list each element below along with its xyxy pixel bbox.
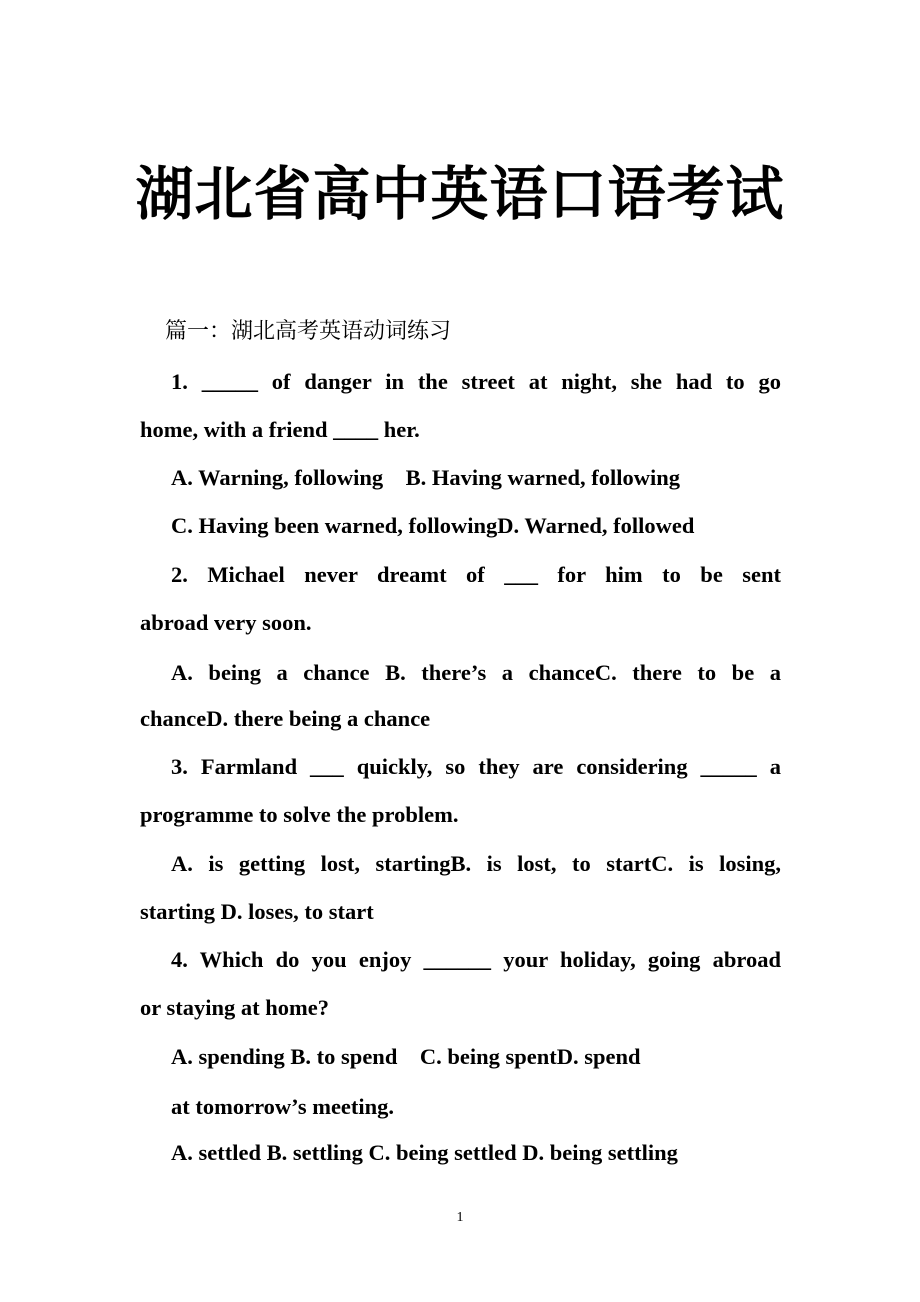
- question-3-line-2: programme to solve the problem.: [140, 802, 459, 827]
- question-3-options-line-1: A. is getting lost, startingB. is lost, to startC. is losing,: [171, 851, 781, 876]
- question-2-options-line-2: chanceD. there being a chance: [140, 706, 431, 731]
- question-1-line-2: home, with a friend ____ her.: [140, 417, 420, 442]
- document-title: 湖北省高中英语口语考试: [135, 160, 785, 228]
- question-2-line-2: abroad very soon.: [140, 610, 312, 635]
- question-3-line-1: 3. Farmland ___ quickly, so they are considering _____ a: [171, 754, 781, 779]
- page-number: 1: [456, 1210, 464, 1225]
- question-1-options-ab: A. Warning, following B. Having warned, following: [171, 465, 681, 490]
- question-1-line-1: 1. _____ of danger in the street at night, she had to go: [171, 369, 781, 394]
- question-4-options: A. spending B. to spend C. being spentD. spend: [171, 1044, 641, 1069]
- question-2-options-line-1: A. being a chance B. there’s a chanceC. there to be a: [171, 660, 781, 685]
- question-5-line: at tomorrow’s meeting.: [171, 1094, 395, 1119]
- question-2-line-1: 2. Michael never dreamt of ___ for him to be sent: [171, 562, 781, 587]
- section-title: 篇一：湖北高考英语动词练习: [165, 319, 452, 344]
- question-4-line-1: 4. Which do you enjoy ______ your holiday, going abroad: [171, 947, 781, 972]
- question-4-line-2: or staying at home?: [140, 995, 329, 1020]
- question-5-options: A. settled B. settling C. being settled D. being settling: [171, 1140, 678, 1165]
- question-1-options-cd: C. Having been warned, followingD. Warned, followed: [171, 513, 695, 538]
- question-3-options-line-2: starting D. loses, to start: [140, 899, 374, 924]
